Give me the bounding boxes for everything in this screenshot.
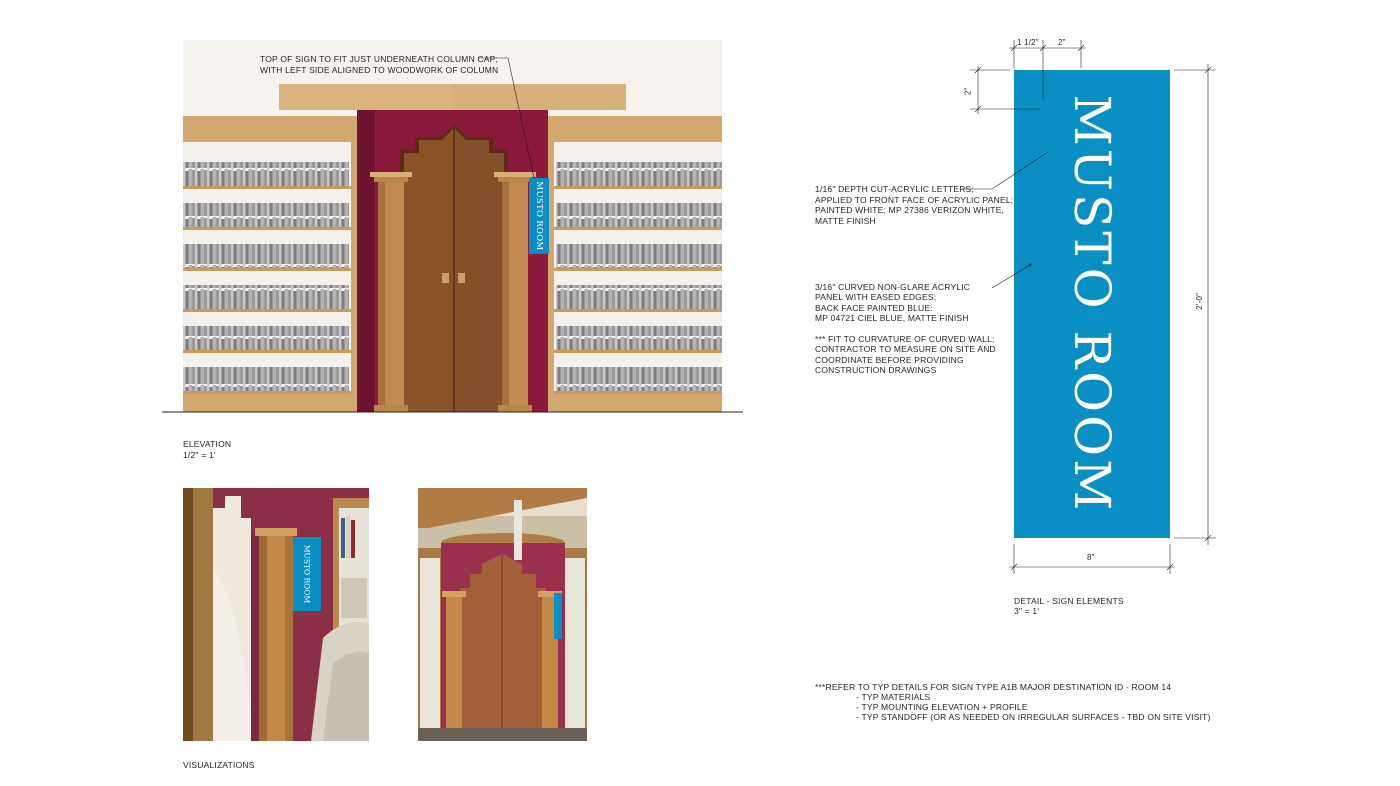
reference-line1: ***REFER TO TYP DETAILS FOR SIGN TYPE A1B MAJOR DESTINATION ID - ROOM 14 <box>815 682 1172 692</box>
left-bookshelf <box>183 142 357 412</box>
detail-title: DETAIL - SIGN ELEMENTS <box>1014 596 1124 606</box>
dim-top-offset: 2" <box>963 87 973 96</box>
fit-note-1: *** FIT TO CURVATURE OF CURVED WALL; <box>815 334 995 344</box>
fit-note-4: CONSTRUCTION DRAWINGS <box>815 365 937 375</box>
fit-note-3: COORDINATE BEFORE PROVIDING <box>815 355 964 365</box>
visualization-photo-left <box>183 488 369 741</box>
fit-note-2: CONTRACTOR TO MEASURE ON SITE AND <box>815 344 996 354</box>
letters-note-2: APPLIED TO FRONT FACE OF ACRYLIC PANEL; <box>815 195 1014 205</box>
letters-note-4: MATTE FINISH <box>815 216 876 226</box>
elevation-sign <box>529 178 549 254</box>
elevation-scale: 1/2" = 1' <box>183 450 216 460</box>
dim-left-offset: 1 1/2" <box>1017 38 1039 47</box>
dim-width: 8" <box>1087 553 1095 562</box>
detail-dimension-lines <box>960 30 1230 580</box>
panel-note-2: PANEL WITH EASED EDGES; <box>815 292 937 302</box>
panel-note-3: BACK FACE PAINTED BLUE: <box>815 303 933 313</box>
panel-note-1: 3/16" CURVED NON-GLARE ACRYLIC <box>815 282 971 292</box>
elevation-title: ELEVATION <box>183 439 232 449</box>
photo-left-sign <box>293 537 321 611</box>
reference-item-3: - TYP STANDOFF (OR AS NEEDED ON IRREGULAR SURFACES - TBD ON SITE VISIT) <box>856 712 1211 722</box>
reference-item-1: - TYP MATERIALS <box>856 692 931 702</box>
visualizations-title: VISUALIZATIONS <box>183 760 255 770</box>
right-bookshelf <box>548 142 722 412</box>
letters-note-3: PAINTED WHITE: MP 27386 VERIZON WHITE, <box>815 205 1005 215</box>
elevation-note-line2: WITH LEFT SIDE ALIGNED TO WOODWORK OF COLUMN <box>260 65 499 75</box>
detail-sign-text: MUSTO ROOM <box>1063 94 1121 514</box>
panel-note-4: MP 04721 CIEL BLUE, MATTE FINISH <box>815 313 969 323</box>
elevation-note-line1: TOP OF SIGN TO FIT JUST UNDERNEATH COLUMN CAP; <box>260 54 499 64</box>
elevation-drawing <box>160 38 745 414</box>
dim-letter-width: 2" <box>1058 38 1066 47</box>
dim-height: 2'-0" <box>1195 292 1205 310</box>
detail-scale: 3" = 1' <box>1014 606 1040 616</box>
letters-note-1: 1/16" DEPTH CUT-ACRYLIC LETTERS; <box>815 184 974 194</box>
photo-right-sign <box>554 593 562 639</box>
photo-left-sign-text: MUSTO ROOM <box>302 544 312 604</box>
reference-item-2: - TYP MOUNTING ELEVATION + PROFILE <box>856 702 1028 712</box>
elevation-sign-text: MUSTO ROOM <box>534 181 544 251</box>
